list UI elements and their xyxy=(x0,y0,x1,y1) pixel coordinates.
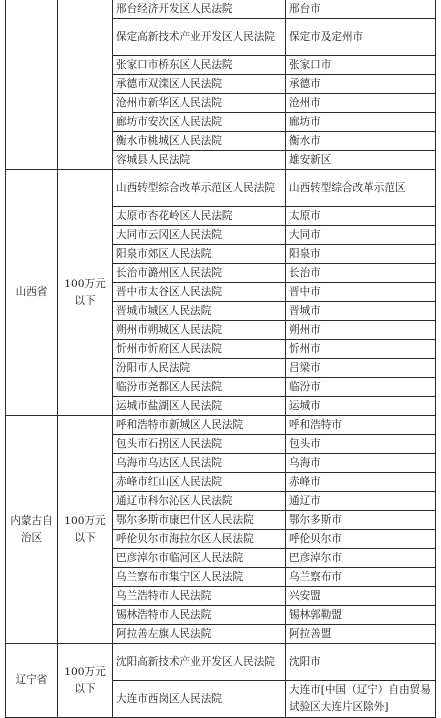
court-name-cell: 通辽市科尔沁区人民法院 xyxy=(113,492,286,511)
jurisdiction-area-cell: 太原市 xyxy=(286,207,436,226)
court-name-cell: 沧州市新华区人民法院 xyxy=(113,94,286,113)
jurisdiction-area-cell: 朔州市 xyxy=(286,321,436,340)
jurisdiction-area-cell: 雄安新区 xyxy=(286,151,436,170)
jurisdiction-area-cell: 兴安盟 xyxy=(286,587,436,606)
jurisdiction-area-cell: 乌兰察布市 xyxy=(286,568,436,587)
jurisdiction-area-cell: 长治市 xyxy=(286,264,436,283)
province-cell: 山西省 xyxy=(6,170,58,416)
jurisdiction-area-cell: 乌海市 xyxy=(286,454,436,473)
jurisdiction-area-cell: 大连市[中国（辽宁）自由贸易试验区大连片区除外] xyxy=(286,681,436,718)
court-name-cell: 乌海市乌达区人民法院 xyxy=(113,454,286,473)
jurisdiction-area-cell: 通辽市 xyxy=(286,492,436,511)
court-name-cell: 晋中市太谷区人民法院 xyxy=(113,283,286,302)
jurisdiction-area-cell: 廊坊市 xyxy=(286,113,436,132)
court-name-cell: 赤峰市红山区人民法院 xyxy=(113,473,286,492)
jurisdiction-area-cell: 巴彦淖尔市 xyxy=(286,549,436,568)
court-name-cell: 朔州市朔城区人民法院 xyxy=(113,321,286,340)
jurisdiction-area-cell: 大同市 xyxy=(286,226,436,245)
court-name-cell: 锡林浩特市人民法院 xyxy=(113,606,286,625)
jurisdiction-area-cell: 赤峰市 xyxy=(286,473,436,492)
court-name-cell: 沈阳高新技术产业开发区人民法院 xyxy=(113,644,286,681)
jurisdiction-area-cell: 晋中市 xyxy=(286,283,436,302)
jurisdiction-area-cell: 运城市 xyxy=(286,397,436,416)
jurisdiction-area-cell: 锡林郭勒盟 xyxy=(286,606,436,625)
court-name-cell: 长治市潞州区人民法院 xyxy=(113,264,286,283)
jurisdiction-area-cell: 包头市 xyxy=(286,435,436,454)
court-name-cell: 呼和浩特市新城区人民法院 xyxy=(113,416,286,435)
jurisdiction-area-cell: 晋城市 xyxy=(286,302,436,321)
table-row xyxy=(6,644,436,681)
court-name-cell: 山西转型综合改革示范区人民法院 xyxy=(113,170,286,207)
court-name-cell: 运城市盐湖区人民法院 xyxy=(113,397,286,416)
jurisdiction-area-cell: 忻州市 xyxy=(286,340,436,359)
court-name-cell: 容城县人民法院 xyxy=(113,151,286,170)
amount-cell: 100万元以下 xyxy=(58,416,113,644)
court-name-cell: 乌兰浩特市人民法院 xyxy=(113,587,286,606)
court-name-cell: 保定高新技术产业开发区人民法院 xyxy=(113,19,286,56)
jurisdiction-area-cell: 临汾市 xyxy=(286,378,436,397)
province-cell: 辽宁省 xyxy=(6,644,58,718)
jurisdiction-area-cell: 沧州市 xyxy=(286,94,436,113)
court-name-cell: 临汾市尧都区人民法院 xyxy=(113,378,286,397)
court-name-cell: 包头市石拐区人民法院 xyxy=(113,435,286,454)
court-name-cell: 大同市云冈区人民法院 xyxy=(113,226,286,245)
jurisdiction-area-cell: 阿拉善盟 xyxy=(286,625,436,644)
court-name-cell: 承德市双滦区人民法院 xyxy=(113,75,286,94)
amount-cell xyxy=(58,0,113,170)
jurisdiction-area-cell: 鄂尔多斯市 xyxy=(286,511,436,530)
court-name-cell: 张家口市桥东区人民法院 xyxy=(113,56,286,75)
court-name-cell: 廊坊市安次区人民法院 xyxy=(113,113,286,132)
amount-cell: 100万元以下 xyxy=(58,644,113,718)
jurisdiction-area-cell: 呼伦贝尔市 xyxy=(286,530,436,549)
court-name-cell: 呼伦贝尔市海拉尔区人民法院 xyxy=(113,530,286,549)
jurisdiction-area-cell: 山西转型综合改革示范区 xyxy=(286,170,436,207)
court-name-cell: 阳泉市郊区人民法院 xyxy=(113,245,286,264)
court-name-cell: 乌兰察布市集宁区人民法院 xyxy=(113,568,286,587)
amount-cell: 100万元以下 xyxy=(58,170,113,416)
court-name-cell: 汾阳市人民法院 xyxy=(113,359,286,378)
table-row xyxy=(6,416,436,435)
jurisdiction-area-cell: 张家口市 xyxy=(286,56,436,75)
jurisdiction-area-cell: 保定市及定州市 xyxy=(286,19,436,56)
court-name-cell: 邢台经济开发区人民法院 xyxy=(113,0,286,19)
table-body xyxy=(6,0,436,718)
court-name-cell: 晋城市城区人民法院 xyxy=(113,302,286,321)
jurisdiction-area-cell: 阳泉市 xyxy=(286,245,436,264)
province-cell xyxy=(6,0,58,170)
jurisdiction-area-cell: 承德市 xyxy=(286,75,436,94)
court-name-cell: 大连市西岗区人民法院 xyxy=(113,681,286,718)
court-name-cell: 忻州市忻府区人民法院 xyxy=(113,340,286,359)
court-name-cell: 太原市杏花岭区人民法院 xyxy=(113,207,286,226)
jurisdiction-area-cell: 吕梁市 xyxy=(286,359,436,378)
court-name-cell: 衡水市桃城区人民法院 xyxy=(113,132,286,151)
jurisdiction-area-cell: 衡水市 xyxy=(286,132,436,151)
court-name-cell: 阿拉善左旗人民法院 xyxy=(113,625,286,644)
table-row xyxy=(6,0,436,19)
province-cell: 内蒙古自治区 xyxy=(6,416,58,644)
jurisdiction-area-cell: 邢台市 xyxy=(286,0,436,19)
jurisdiction-area-cell: 呼和浩特市 xyxy=(286,416,436,435)
court-name-cell: 巴彦淖尔市临河区人民法院 xyxy=(113,549,286,568)
court-name-cell: 鄂尔多斯市康巴什区人民法院 xyxy=(113,511,286,530)
table-row xyxy=(6,170,436,207)
jurisdiction-area-cell: 沈阳市 xyxy=(286,644,436,681)
court-jurisdiction-table xyxy=(5,0,436,718)
